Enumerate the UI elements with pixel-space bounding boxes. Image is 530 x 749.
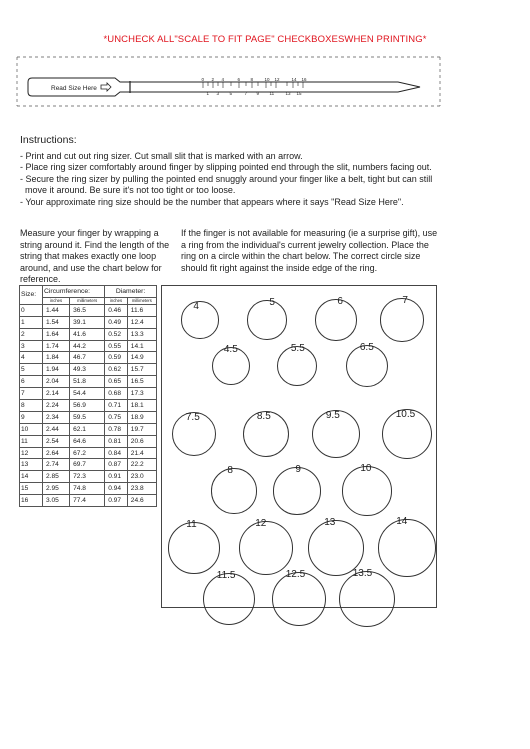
- value-cell: 1.44: [42, 304, 69, 316]
- value-cell: 62.1: [70, 423, 105, 435]
- size-cell: 4: [20, 352, 43, 364]
- value-cell: 23.8: [127, 483, 156, 495]
- value-cell: 18.9: [127, 411, 156, 423]
- scale-label: 7: [244, 91, 248, 96]
- value-cell: 2.64: [42, 447, 69, 459]
- value-cell: 64.6: [70, 435, 105, 447]
- value-cell: 3.05: [42, 495, 69, 507]
- scale-label: 5: [229, 91, 233, 96]
- ring-size-label: 12: [255, 518, 267, 530]
- ring-size-label: 6: [337, 296, 343, 308]
- ring-size-label: 10.5: [395, 408, 416, 420]
- value-cell: 74.8: [70, 483, 105, 495]
- value-cell: 0.59: [105, 352, 128, 364]
- value-cell: 12.4: [127, 316, 156, 328]
- instruction-item: - Your approximate ring size should be the number that appears where it says "Read Size Here".: [20, 196, 404, 207]
- value-cell: 49.3: [70, 364, 105, 376]
- value-cell: 72.3: [70, 471, 105, 483]
- ring-size-label: 4: [193, 301, 199, 313]
- ring-size-label: 14: [396, 516, 408, 528]
- value-cell: 0.71: [105, 400, 128, 412]
- value-cell: 2.44: [42, 423, 69, 435]
- size-cell: 15: [20, 483, 43, 495]
- size-cell: 5: [20, 364, 43, 376]
- table-row: [20, 435, 157, 447]
- table-row: [20, 388, 157, 400]
- value-cell: 0.46: [105, 304, 128, 316]
- size-cell: 13: [20, 459, 43, 471]
- value-cell: 22.2: [127, 459, 156, 471]
- value-cell: 0.87: [105, 459, 128, 471]
- instructions-list: [20, 151, 520, 208]
- value-cell: 0.84: [105, 447, 128, 459]
- unit-header: millimeters: [127, 297, 156, 304]
- arrow-right-icon: [101, 83, 111, 91]
- value-cell: 2.14: [42, 388, 69, 400]
- size-cell: 2: [20, 328, 43, 340]
- size-cell: 11: [20, 435, 43, 447]
- ring-size-table: [19, 285, 157, 507]
- ring-method-text: If the finger is not available for measuring (ie a surprise gift), use a ring from the individual's current jewelry collection. Place the ring on a circle within the chart below. The correct circle size should fit right against the inside edge of the ring.: [181, 228, 438, 273]
- value-cell: 2.95: [42, 483, 69, 495]
- table-row: [20, 459, 157, 471]
- ring-circle-14: [378, 519, 436, 577]
- value-cell: 0.78: [105, 423, 128, 435]
- value-cell: 16.5: [127, 376, 156, 388]
- scale-label: 0: [201, 77, 205, 82]
- value-cell: 2.34: [42, 411, 69, 423]
- value-cell: 23.0: [127, 471, 156, 483]
- scale-label: 11: [269, 91, 275, 96]
- value-cell: 0.52: [105, 328, 128, 340]
- unit-header: millimeters: [70, 297, 105, 304]
- table-row: [20, 483, 157, 495]
- scale-label: 3: [216, 91, 220, 96]
- ring-size-label: 9: [295, 464, 301, 476]
- value-cell: 21.4: [127, 447, 156, 459]
- scale-label: 14: [291, 77, 297, 82]
- value-cell: 0.81: [105, 435, 128, 447]
- table-row: [20, 447, 157, 459]
- value-cell: 2.04: [42, 376, 69, 388]
- value-cell: 1.94: [42, 364, 69, 376]
- value-cell: 41.6: [70, 328, 105, 340]
- size-cell: 3: [20, 340, 43, 352]
- scale-label: 12: [274, 77, 280, 82]
- value-cell: 1.54: [42, 316, 69, 328]
- ring-circle-5: [247, 300, 286, 339]
- ring-size-label: 13.5: [352, 567, 373, 579]
- instruction-item: - Place ring sizer comfortably around finger by slipping pointed end through the slit, numbers facing out.: [20, 162, 432, 173]
- table-row: [20, 495, 157, 507]
- scale-label: 6: [237, 77, 241, 82]
- instruction-item: move it around. Be sure it's not too tight or too loose.: [25, 185, 236, 196]
- ring-circle-12-5: [272, 572, 327, 627]
- value-cell: 24.6: [127, 495, 156, 507]
- instructions-title: Instructions:: [20, 134, 77, 146]
- size-cell: 7: [20, 388, 43, 400]
- value-cell: 19.7: [127, 423, 156, 435]
- ring-circle-4: [181, 301, 218, 338]
- value-cell: 44.2: [70, 340, 105, 352]
- table-row: [20, 340, 157, 352]
- value-cell: 69.7: [70, 459, 105, 471]
- value-cell: 0.97: [105, 495, 128, 507]
- ring-circle-chart: [161, 285, 437, 608]
- instruction-item: - Print and cut out ring sizer. Cut small slit that is marked with an arrow.: [20, 151, 303, 161]
- print-warning: *UNCHECK ALL"SCALE TO FIT PAGE" CHECKBOXESWHEN PRINTING*: [103, 34, 427, 45]
- size-cell: 8: [20, 400, 43, 412]
- scale-label: 8: [250, 77, 254, 82]
- ring-circle-6: [315, 299, 356, 340]
- scale-label: 15: [296, 91, 302, 96]
- size-cell: 14: [20, 471, 43, 483]
- value-cell: 14.1: [127, 340, 156, 352]
- ring-size-label: 9.5: [325, 409, 340, 421]
- value-cell: 39.1: [70, 316, 105, 328]
- circumference-header: Circumference:: [42, 286, 104, 298]
- value-cell: 51.8: [70, 376, 105, 388]
- ring-circle-8: [211, 468, 256, 513]
- table-row: [20, 304, 157, 316]
- value-cell: 17.3: [127, 388, 156, 400]
- scale-label: 1: [206, 91, 210, 96]
- value-cell: 2.24: [42, 400, 69, 412]
- value-cell: 20.6: [127, 435, 156, 447]
- value-cell: 2.85: [42, 471, 69, 483]
- ring-circle-13-5: [339, 571, 396, 628]
- table-row: [20, 316, 157, 328]
- diameter-header: Diameter:: [105, 286, 157, 298]
- table-row: [20, 471, 157, 483]
- value-cell: 46.7: [70, 352, 105, 364]
- value-cell: 77.4: [70, 495, 105, 507]
- value-cell: 0.75: [105, 411, 128, 423]
- value-cell: 1.74: [42, 340, 69, 352]
- table-row: [20, 352, 157, 364]
- size-cell: 9: [20, 411, 43, 423]
- string-method-text: Measure your finger by wrapping a string around it. Find the length of the string that makes exactly one loop around, and use the chart below for reference.: [20, 228, 170, 285]
- value-cell: 18.1: [127, 400, 156, 412]
- value-cell: 59.5: [70, 411, 105, 423]
- value-cell: 54.4: [70, 388, 105, 400]
- size-cell: 1: [20, 316, 43, 328]
- value-cell: 56.9: [70, 400, 105, 412]
- value-cell: 2.74: [42, 459, 69, 471]
- value-cell: 0.62: [105, 364, 128, 376]
- ring-circle-12: [239, 521, 293, 575]
- value-cell: 1.64: [42, 328, 69, 340]
- table-row: [20, 328, 157, 340]
- scale-label: 16: [301, 77, 307, 82]
- size-cell: 6: [20, 376, 43, 388]
- table-row: [20, 400, 157, 412]
- ring-size-label: 11: [186, 519, 197, 531]
- value-cell: 0.68: [105, 388, 128, 400]
- ring-size-label: 11.5: [216, 569, 236, 581]
- value-cell: 0.55: [105, 340, 128, 352]
- size-cell: 0: [20, 304, 43, 316]
- ring-size-label: 6.5: [359, 341, 374, 353]
- value-cell: 36.5: [70, 304, 105, 316]
- value-cell: 67.2: [70, 447, 105, 459]
- ring-size-label: 8.5: [256, 410, 271, 422]
- table-row: [20, 423, 157, 435]
- table-row: [20, 364, 157, 376]
- ring-size-label: 7.5: [185, 411, 200, 423]
- ring-size-label: 10: [360, 463, 372, 475]
- table-row: [20, 376, 157, 388]
- size-column-header: Size:: [20, 286, 43, 305]
- scale-label: 10: [264, 77, 270, 82]
- ring-size-label: 12.5: [285, 568, 306, 580]
- value-cell: 0.49: [105, 316, 128, 328]
- ring-size-label: 4.5: [223, 343, 238, 355]
- instruction-item: - Secure the ring sizer by pulling the pointed end snuggly around your finger like a belt, tight but can still: [20, 173, 433, 184]
- scale-label: 13: [285, 91, 291, 96]
- value-cell: 0.65: [105, 376, 128, 388]
- ring-size-label: 5: [269, 297, 275, 309]
- scale-label: 9: [256, 91, 260, 96]
- sizer-scale: [202, 77, 308, 96]
- ring-size-label: 13: [324, 517, 336, 529]
- unit-header: inches: [105, 297, 128, 304]
- ring-size-label: 8: [227, 465, 233, 477]
- value-cell: 2.54: [42, 435, 69, 447]
- value-cell: 1.84: [42, 352, 69, 364]
- value-cell: 0.94: [105, 483, 128, 495]
- value-cell: 13.3: [127, 328, 156, 340]
- unit-header: inches: [42, 297, 69, 304]
- ring-size-label: 7: [402, 295, 408, 307]
- size-cell: 16: [20, 495, 43, 507]
- table-row: [20, 411, 157, 423]
- read-size-label: Read Size Here: [51, 85, 97, 92]
- value-cell: 11.6: [127, 304, 156, 316]
- ring-sizer-strip: [0, 52, 530, 114]
- scale-label: 2: [211, 77, 215, 82]
- ring-size-label: 5.5: [290, 342, 305, 354]
- size-cell: 10: [20, 423, 43, 435]
- value-cell: 15.7: [127, 364, 156, 376]
- value-cell: 0.91: [105, 471, 128, 483]
- scale-label: 4: [221, 77, 225, 82]
- value-cell: 14.9: [127, 352, 156, 364]
- size-cell: 12: [20, 447, 43, 459]
